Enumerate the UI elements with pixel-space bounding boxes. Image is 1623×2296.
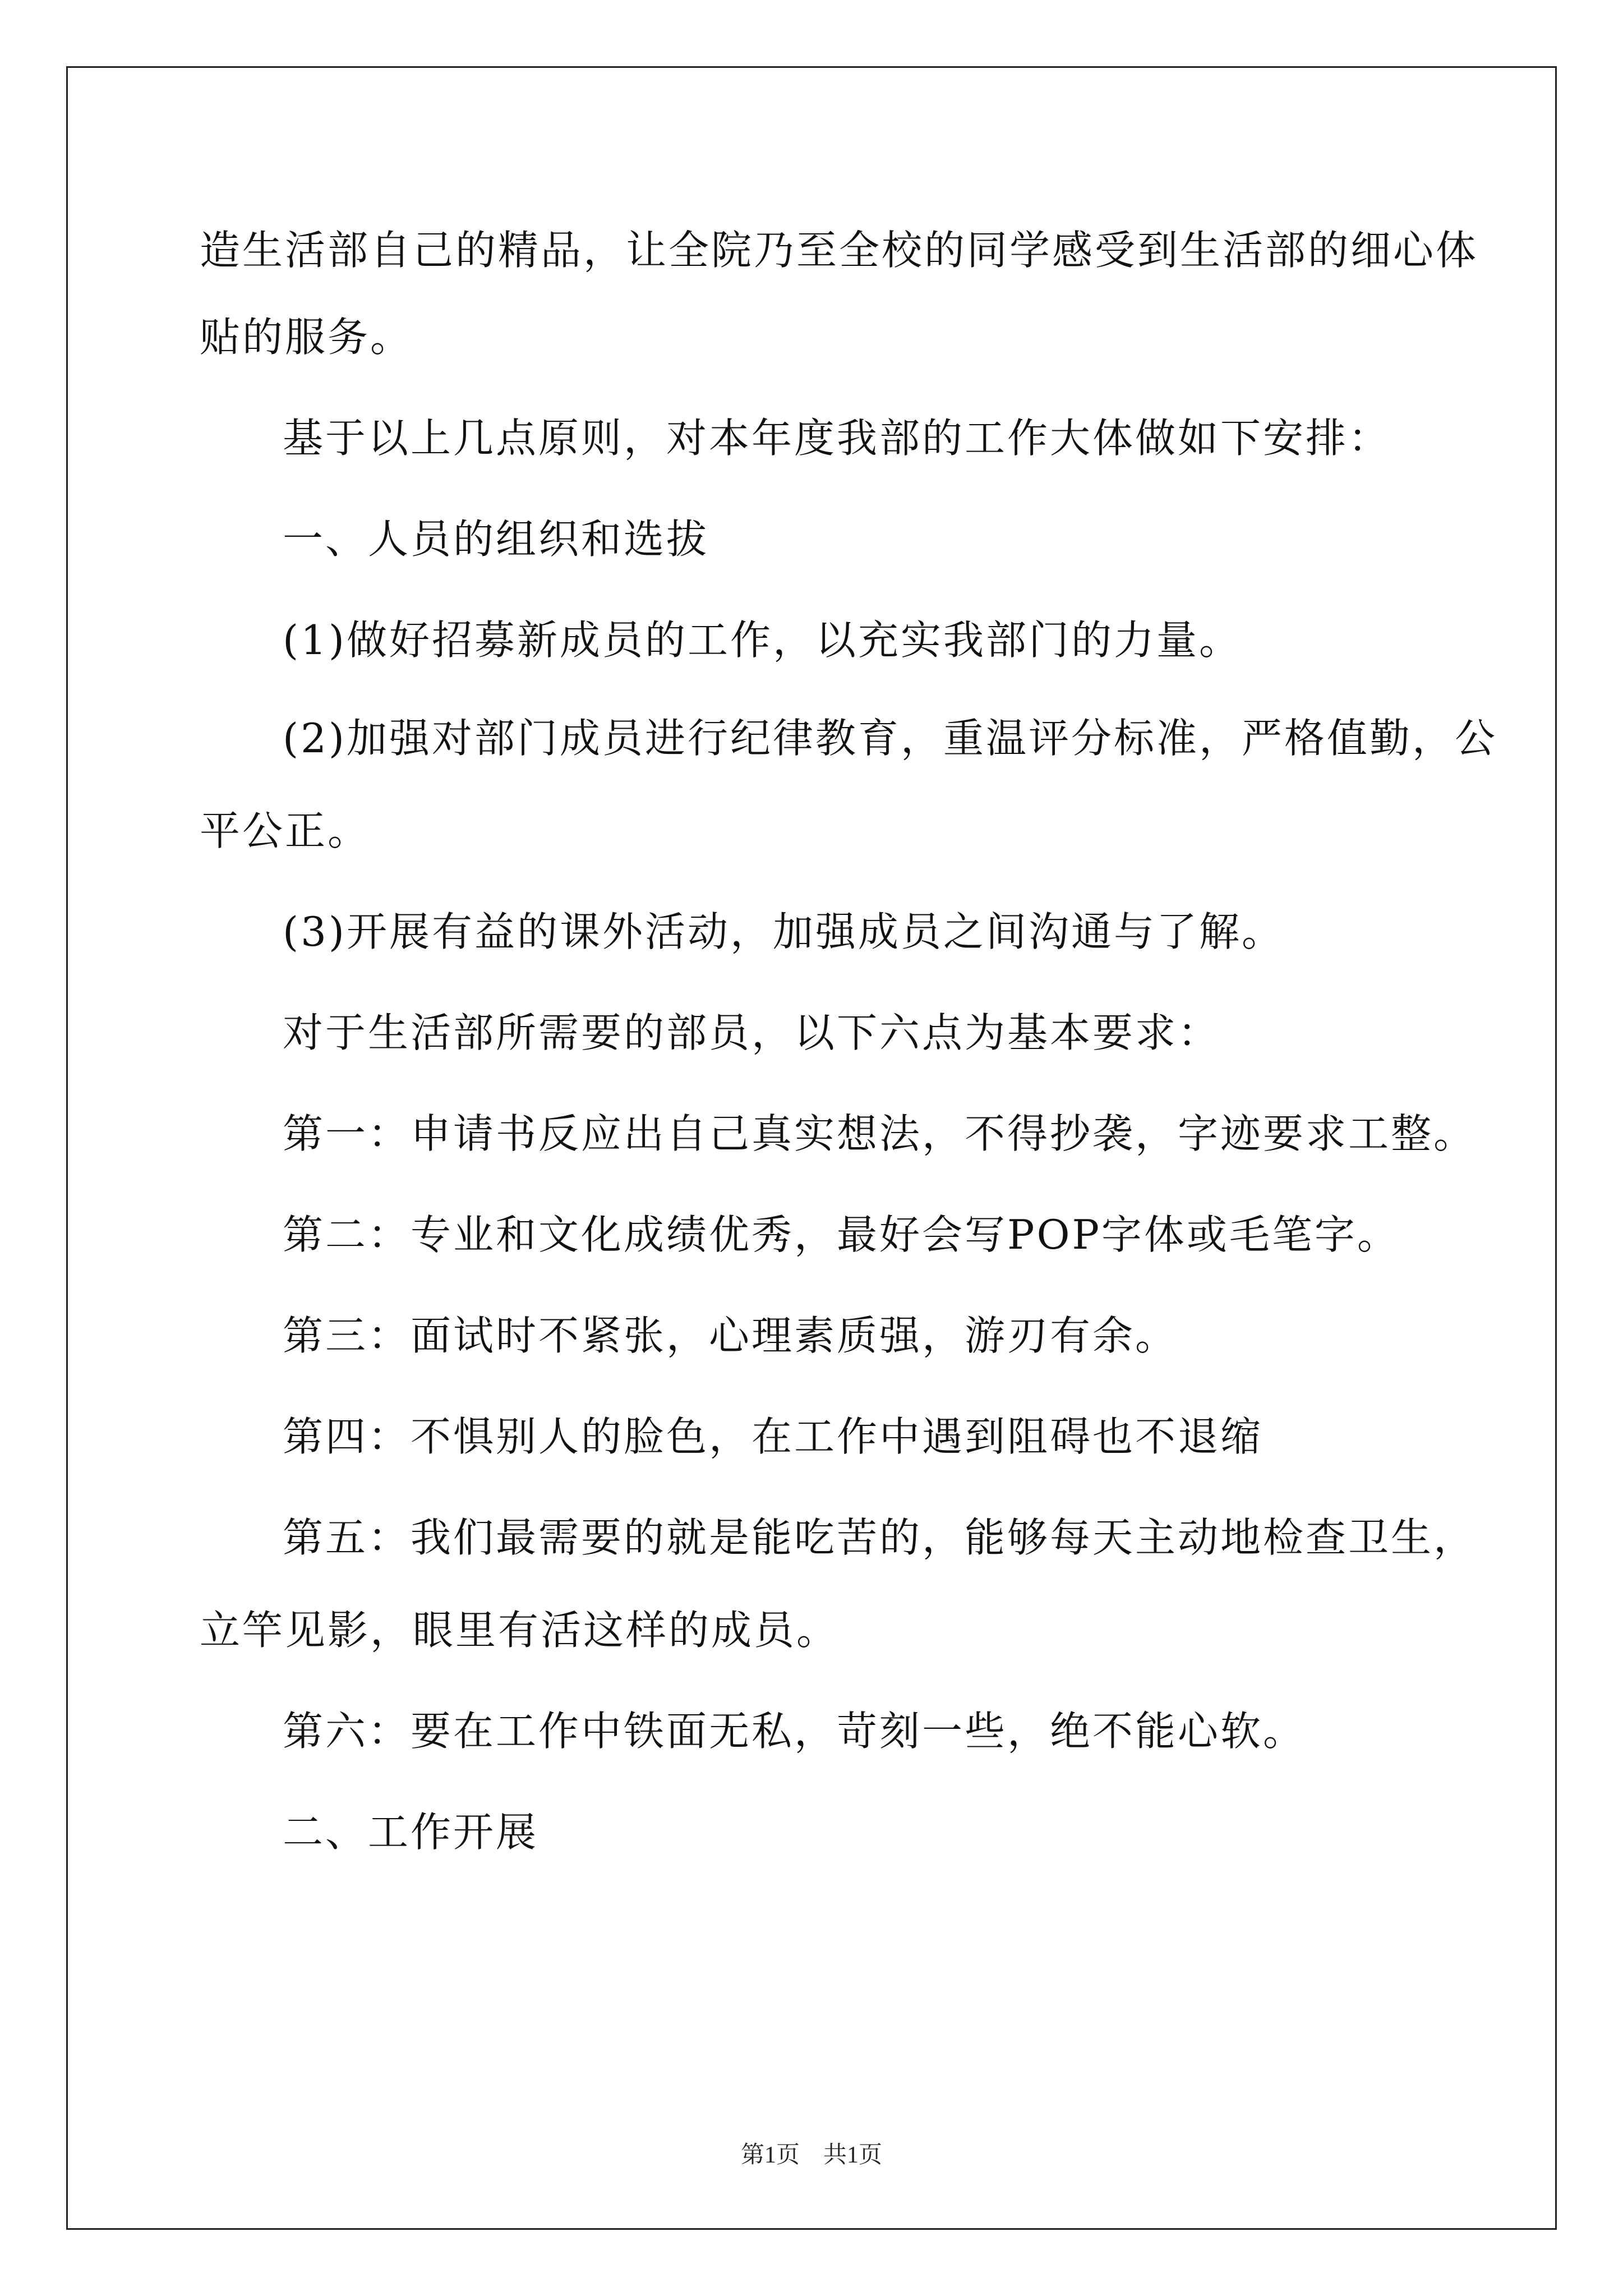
list-item: (2)加强对部门成员进行纪律教育，重温评分标准，严格值勤，公 [283, 715, 1497, 762]
paragraph-line: 贴的服务。 [200, 314, 413, 361]
requirement-item: 第六：要在工作中铁面无私，苛刻一些，绝不能心软。 [283, 1708, 1306, 1755]
list-item: (1)做好招募新成员的工作，以充实我部门的力量。 [283, 616, 1242, 664]
requirement-item: 第五：我们最需要的就是能吃苦的，能够每天主动地检查卫生， [283, 1514, 1477, 1561]
section-heading: 一、人员的组织和选拔 [283, 516, 709, 563]
requirement-item: 第二：专业和文化成绩优秀，最好会写POP字体或毛笔字。 [283, 1211, 1400, 1258]
paragraph-line: 基于以上几点原则，对本年度我部的工作大体做如下安排： [283, 415, 1391, 462]
paragraph-line: 对于生活部所需要的部员，以下六点为基本要求： [283, 1009, 1221, 1056]
paragraph-line: 立竿见影，眼里有活这样的成员。 [200, 1607, 840, 1654]
requirement-item: 第一：申请书反应出自己真实想法，不得抄袭，字迹要求工整。 [283, 1110, 1477, 1157]
paragraph-line: 平公正。 [200, 807, 371, 854]
section-heading: 二、工作开展 [283, 1809, 539, 1856]
requirement-item: 第四：不惧别人的脸色，在工作中遇到阻碍也不退缩 [283, 1413, 1264, 1460]
list-item: (3)开展有益的课外活动，加强成员之间沟通与了解。 [283, 908, 1284, 955]
requirement-item: 第三：面试时不紧张，心理素质强，游刃有余。 [283, 1312, 1178, 1359]
page-number: 第1页 共1页 [740, 2142, 882, 2168]
paragraph-line: 造生活部自己的精品，让全院乃至全校的同学感受到生活部的细心体 [200, 227, 1479, 274]
